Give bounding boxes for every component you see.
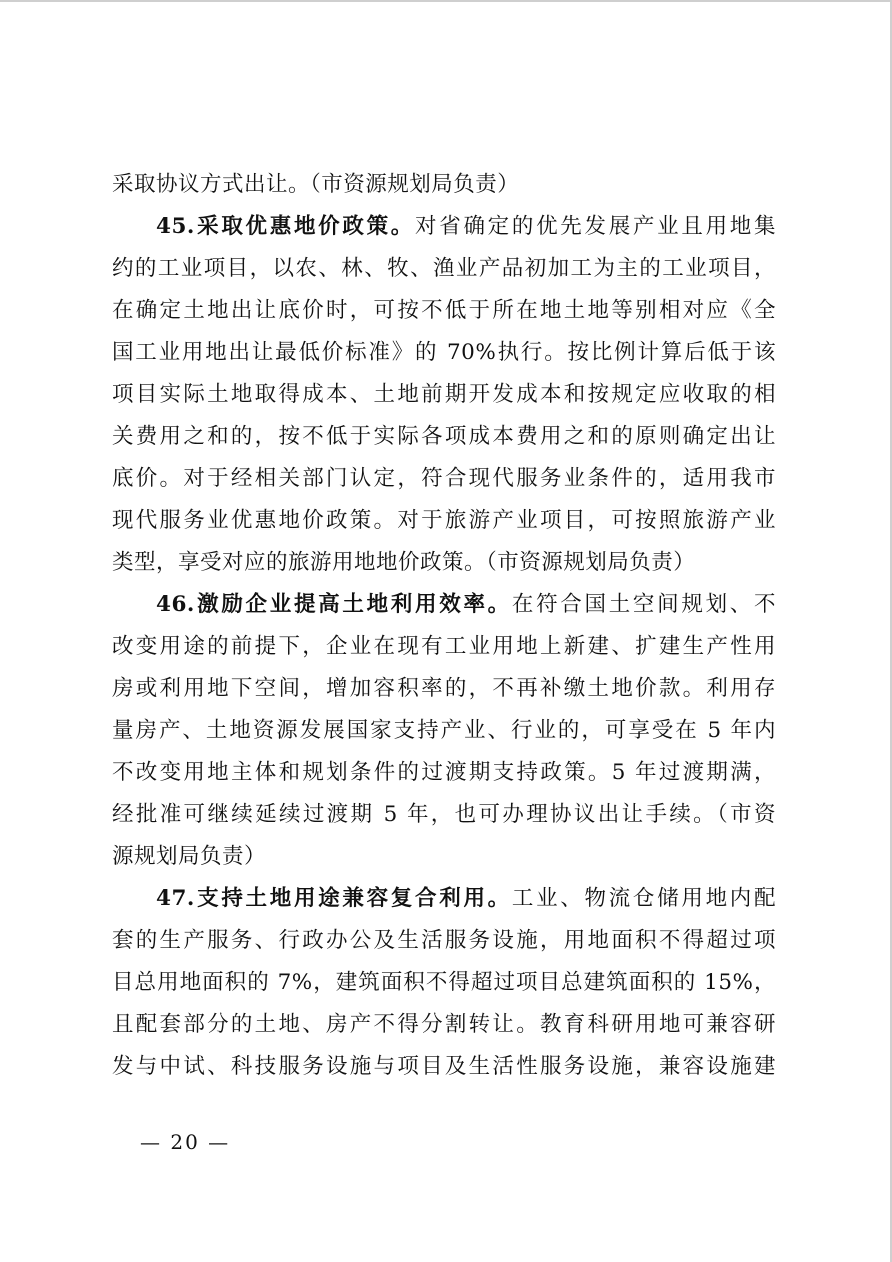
- text-line: 套的生产服务、行政办公及生活服务设施，用地面积不得超过项: [112, 928, 776, 953]
- text-line: 采取协议方式出让。（市资源规划局负责）: [112, 172, 520, 197]
- text-line: 量房产、土地资源发展国家支持产业、行业的，可享受在 5 年内: [112, 718, 776, 743]
- text-line: 在确定土地出让底价时，可按不低于所在地土地等别相对应《全: [112, 298, 776, 323]
- text-line: 源规划局负责）: [112, 844, 267, 869]
- text-line: 关费用之和的，按不低于实际各项成本费用之和的原则确定出让: [112, 424, 776, 449]
- text-line: 项目实际土地取得成本、土地前期开发成本和按规定应收取的相: [112, 382, 776, 407]
- text-line: 类型，享受对应的旅游用地地价政策。（市资源规划局负责）: [112, 550, 696, 575]
- text-line: 且配套部分的土地、房产不得分割转让。教育科研用地可兼容研: [112, 1012, 776, 1037]
- text-line: 底价。对于经相关部门认定，符合现代服务业条件的，适用我市: [112, 466, 776, 491]
- page-number: — 20 —: [140, 1130, 231, 1154]
- text-line: 45.采取优惠地价政策。对省确定的优先发展产业且用地集: [156, 214, 776, 239]
- text-line: 47.支持土地用途兼容复合利用。工业、物流仓储用地内配: [156, 886, 776, 911]
- section-heading-45: 45.采取优惠地价政策。: [156, 214, 416, 239]
- text-line: 不改变用地主体和规划条件的过渡期支持政策。5 年过渡期满，: [112, 760, 776, 785]
- section-heading-46: 46.激励企业提高土地利用效率。: [156, 592, 512, 617]
- text-line: 46.激励企业提高土地利用效率。在符合国土空间规划、不: [156, 592, 776, 617]
- text-line: 目总用地面积的 7%，建筑面积不得超过项目总建筑面积的 15%，: [112, 970, 776, 995]
- text-line: 发与中试、科技服务设施与项目及生活性服务设施，兼容设施建: [112, 1054, 776, 1079]
- text-line: 房或利用地下空间，增加容积率的，不再补缴土地价款。利用存: [112, 676, 776, 701]
- text-line: 国工业用地出让最低价标准》的 70%执行。按比例计算后低于该: [112, 340, 776, 365]
- document-body: [112, 164, 776, 1088]
- text-line: 现代服务业优惠地价政策。对于旅游产业项目，可按照旅游产业: [112, 508, 776, 533]
- text-line: 改变用途的前提下，企业在现有工业用地上新建、扩建生产性用: [112, 634, 776, 659]
- section-heading-47: 47.支持土地用途兼容复合利用。: [156, 886, 512, 911]
- text-line: 约的工业项目，以农、林、牧、渔业产品初加工为主的工业项目，: [112, 256, 776, 281]
- text-line: 经批准可继续延续过渡期 5 年，也可办理协议出让手续。（市资: [112, 802, 776, 827]
- page-edge-top: [0, 0, 892, 2]
